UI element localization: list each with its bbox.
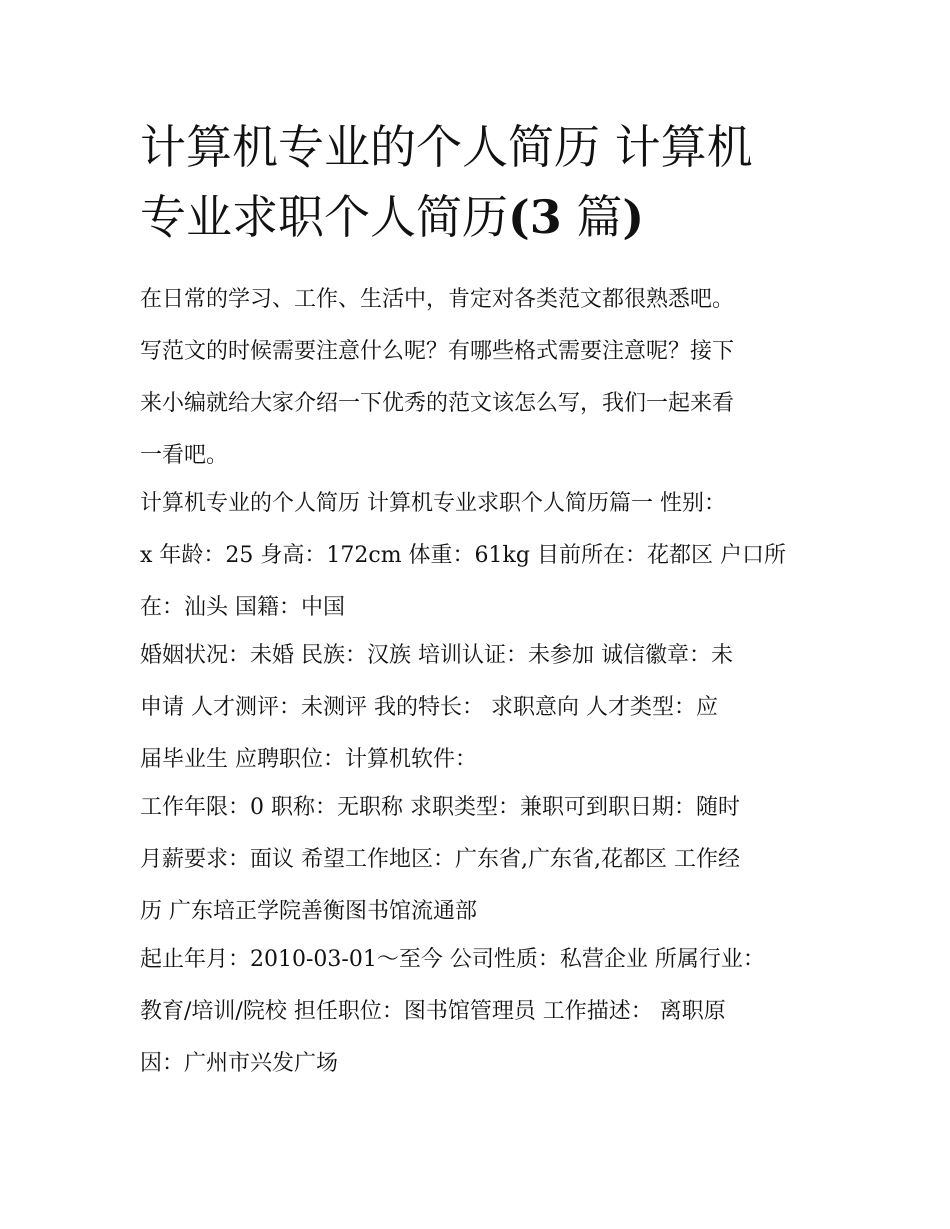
intro-paragraph	[140, 274, 815, 482]
paragraph-line: 月薪要求：面议 希望工作地区：广东省,广东省,花都区 工作经	[140, 847, 740, 872]
paragraph-line: 届毕业生 应聘职位：计算机软件：	[140, 747, 477, 772]
paragraph-line: 在日常的学习、工作、生活中，肯定对各类范文都很熟悉吧。	[140, 287, 735, 312]
work-history-paragraph	[140, 934, 815, 1090]
title-count-close: )	[622, 190, 645, 244]
paragraph-line: 婚姻状况：未婚 民族：汉族 培训认证：未参加 诚信徽章：未	[140, 643, 733, 668]
basic-info-paragraph	[140, 478, 815, 634]
job-intent-paragraph	[140, 782, 815, 938]
title-line-2	[140, 182, 820, 252]
title-count-unit: 篇	[561, 190, 623, 244]
paragraph-line: 教育/培训/院校 担任职位：图书馆管理员 工作描述： 离职原	[140, 999, 726, 1024]
paragraph-line: 一看吧。	[140, 443, 229, 468]
title-line-1: 计算机专业的个人简历 计算机	[140, 120, 753, 174]
paragraph-line: 工作年限：0 职称：无职称 求职类型：兼职可到职日期：随时	[140, 795, 740, 820]
paragraph-line: 申请 人才测评：未测评 我的特长： 求职意向 人才类型：应	[140, 695, 718, 720]
title-count-open: (3	[508, 190, 562, 244]
paragraph-line: 起止年月：2010-03-01～至今 公司性质：私营企业 所属行业：	[140, 947, 765, 972]
paragraph-line: 写范文的时候需要注意什么呢？有哪些格式需要注意呢？接下	[140, 339, 735, 364]
title-line-2-text: 专业求职个人简历	[140, 190, 508, 244]
paragraph-line: 计算机专业的个人简历 计算机专业求职个人简历篇一 性别：	[140, 491, 726, 516]
paragraph-line: 因：广州市兴发广场	[140, 1051, 339, 1076]
paragraph-line: 历 广东培正学院善衡图书馆流通部	[140, 899, 477, 924]
paragraph-line: x 年龄：25 身高：172cm 体重：61kg 目前所在：花都区 户口所	[140, 543, 786, 568]
paragraph-line: 来小编就给大家介绍一下优秀的范文该怎么写，我们一起来看	[140, 391, 735, 416]
paragraph-line: 在：汕头 国籍：中国	[140, 595, 345, 620]
status-paragraph	[140, 630, 815, 786]
document-title	[140, 112, 820, 252]
